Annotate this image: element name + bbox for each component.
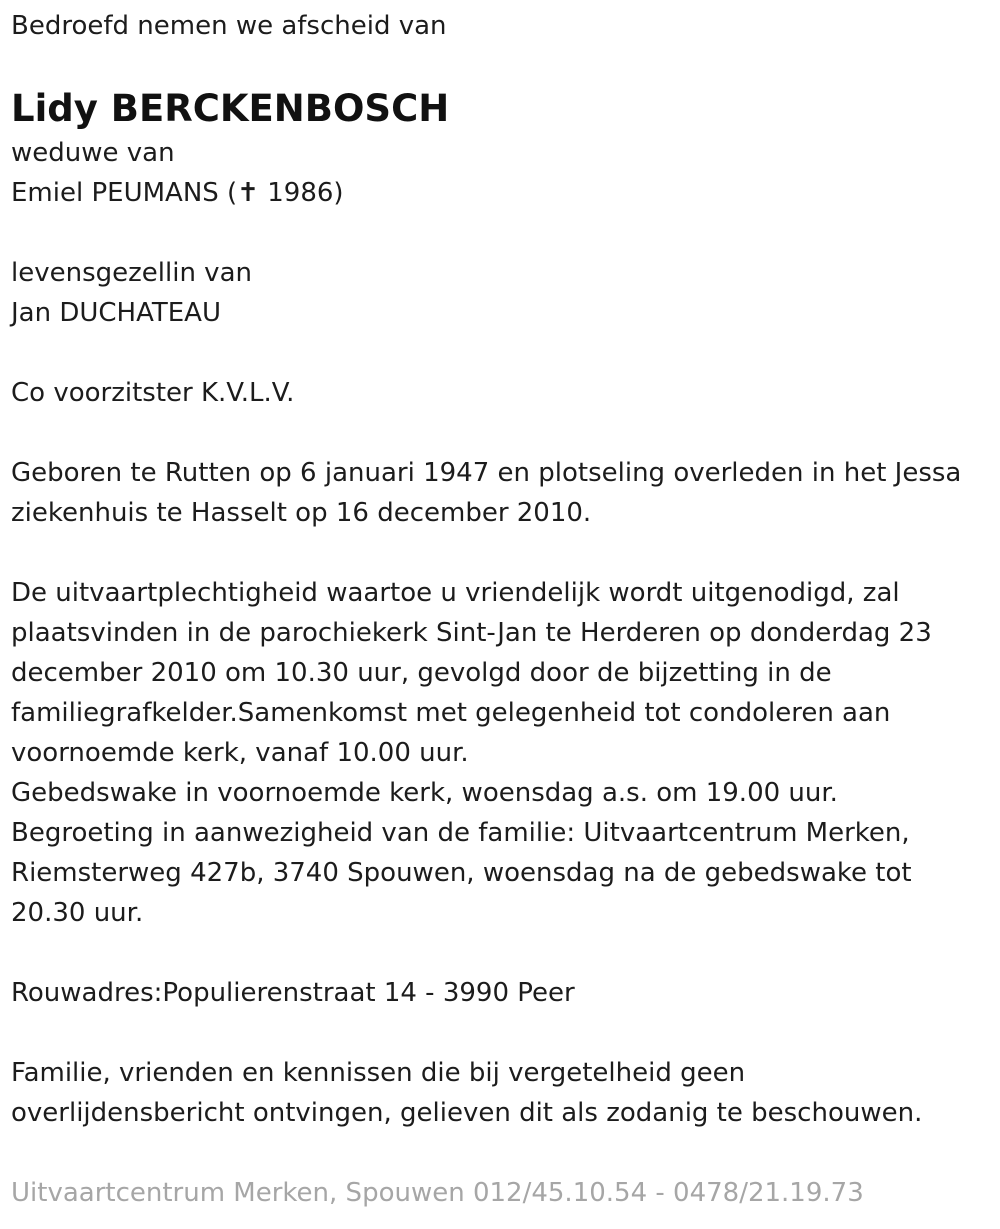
closing-paragraph: [11, 1053, 991, 1133]
paragraph-line: De uitvaartplechtigheid waartoe u vriendelijk wordt uitgenodigd, zal: [11, 578, 900, 608]
partner-name: Jan DUCHATEAU: [11, 298, 221, 328]
widow-label: weduwe van: [11, 138, 175, 168]
paragraph-line: Gebedswake in voornoemde kerk, woensdag a.s. om 19.00 uur.: [11, 778, 838, 808]
role-text: Co voorzitster K.V.L.V.: [11, 378, 295, 408]
paragraph-line: familiegrafkelder.Samenkomst met gelegenheid tot condoleren aan: [11, 698, 891, 728]
paragraph-line: ziekenhuis te Hasselt op 16 december 2010.: [11, 498, 592, 528]
ceremony-paragraph: [11, 573, 991, 933]
spacer: [11, 933, 991, 973]
paragraph-line: plaatsvinden in de parochiekerk Sint-Jan te Herderen op donderdag 23: [11, 618, 932, 648]
spacer: [11, 1013, 991, 1053]
paragraph-line: Riemsterweg 427b, 3740 Spouwen, woensdag na de gebedswake tot: [11, 858, 912, 888]
spacer: [11, 413, 991, 453]
spacer: [11, 533, 991, 573]
spouse-name: Emiel PEUMANS (✝ 1986): [11, 178, 344, 208]
spacer: [11, 213, 991, 253]
intro-text: Bedroefd nemen we afscheid van: [11, 11, 447, 41]
paragraph-line: voornoemde kerk, vanaf 10.00 uur.: [11, 738, 469, 768]
paragraph-line: overlijdensbericht ontvingen, gelieven dit als zodanig te beschouwen.: [11, 1098, 923, 1128]
paragraph-line: 20.30 uur.: [11, 898, 144, 928]
paragraph-line: Geboren te Rutten op 6 januari 1947 en plotseling overleden in het Jessa: [11, 458, 962, 488]
spacer: [11, 1133, 991, 1173]
death-notice: [11, 6, 991, 1213]
mourning-address: Rouwadres:Populierenstraat 14 - 3990 Peer: [11, 978, 575, 1008]
partner-label: levensgezellin van: [11, 258, 252, 288]
paragraph-line: Familie, vrienden en kennissen die bij vergetelheid geen: [11, 1058, 746, 1088]
funeral-home-footer: Uitvaartcentrum Merken, Spouwen 012/45.10.54 - 0478/21.19.73: [11, 1178, 864, 1208]
deceased-name: Lidy BERCKENBOSCH: [11, 87, 450, 130]
paragraph-line: Begroeting in aanwezigheid van de familie: Uitvaartcentrum Merken,: [11, 818, 910, 848]
birth-death-paragraph: [11, 453, 991, 533]
spacer: [11, 333, 991, 373]
paragraph-line: december 2010 om 10.30 uur, gevolgd door de bijzetting in de: [11, 658, 832, 688]
